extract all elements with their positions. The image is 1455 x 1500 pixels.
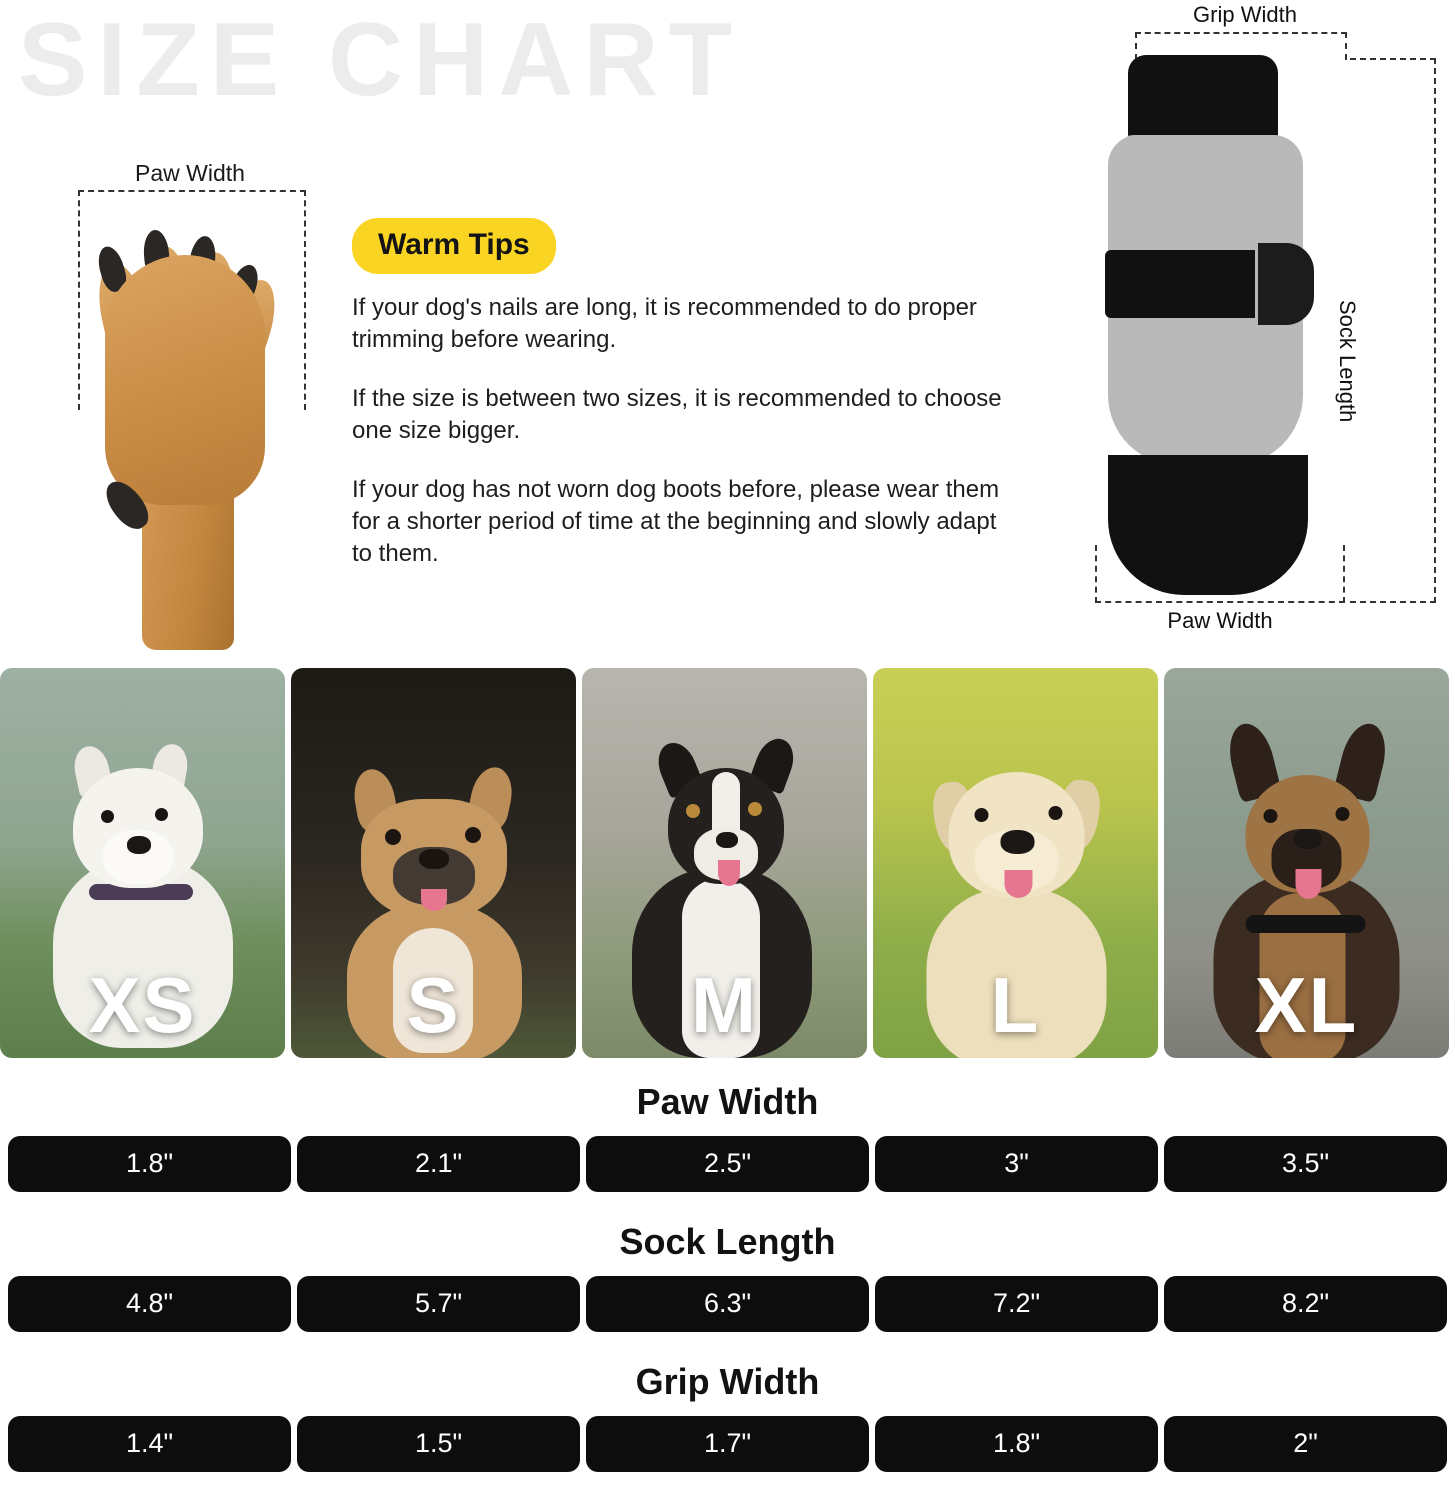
grip-width-value-xl: 2" <box>1164 1416 1447 1472</box>
grip-width-section <box>0 1362 1455 1472</box>
paw-width-section <box>0 1082 1455 1192</box>
size-label-s: S <box>406 961 461 1049</box>
paw-width-heading: Paw Width <box>636 1081 819 1122</box>
dog-paw-image <box>50 200 310 650</box>
paw-width-value-l: 3" <box>875 1136 1158 1192</box>
page-title: SIZE CHART <box>18 2 742 118</box>
dog-nose <box>419 849 449 869</box>
dog-nose <box>1000 830 1034 854</box>
boot-strap-tab <box>1255 243 1314 325</box>
paw-photo-block <box>30 160 330 650</box>
dog-nose <box>127 836 151 854</box>
grip-width-value-l: 1.8" <box>875 1416 1158 1472</box>
sock-length-dimension-bracket <box>1350 58 1436 603</box>
warm-tips-badge: Warm Tips <box>352 218 556 274</box>
warm-tips-block <box>352 218 1032 597</box>
paw-pad <box>105 255 265 505</box>
warm-tip-3: If your dog has not worn dog boots before, please wear them for a shorter period of time at the beginning and slowly adapt to them. <box>352 475 1000 568</box>
grip-width-heading: Grip Width <box>635 1361 820 1402</box>
dog-eye <box>748 802 762 816</box>
dog-eye <box>1263 809 1277 823</box>
size-label-xl: XL <box>1254 961 1359 1049</box>
paw-width-callout-label: Paw Width <box>135 160 245 186</box>
warm-tip-2: If the size is between two sizes, it is recommended to choose one size bigger. <box>352 384 1002 445</box>
grip-width-values <box>0 1416 1455 1472</box>
paw-width-value-m: 2.5" <box>586 1136 869 1192</box>
dog-eye <box>974 808 988 822</box>
size-card-xl[interactable] <box>1164 668 1449 1058</box>
boot-cuff <box>1128 55 1278 140</box>
dog-tongue <box>1295 869 1321 899</box>
size-card-s[interactable] <box>291 668 576 1058</box>
paw-width-values <box>0 1136 1455 1192</box>
grip-width-label: Grip Width <box>1193 2 1297 27</box>
grip-width-value-xs: 1.4" <box>8 1416 291 1472</box>
dog-nose <box>1293 829 1321 849</box>
boot-paw-width-label: Paw Width <box>1167 608 1273 633</box>
warm-tip-1: If your dog's nails are long, it is recommended to do proper trimming before wearing. <box>352 294 977 354</box>
dog-tongue <box>718 860 740 886</box>
sock-length-value-m: 6.3" <box>586 1276 869 1332</box>
sock-length-label: Sock Length <box>1335 300 1360 423</box>
size-photo-row <box>0 668 1455 1058</box>
dog-eye <box>465 827 481 843</box>
dog-eye <box>155 808 168 821</box>
sock-length-value-s: 5.7" <box>297 1276 580 1332</box>
paw-width-value-xl: 3.5" <box>1164 1136 1447 1192</box>
paw-width-value-xs: 1.8" <box>8 1136 291 1192</box>
sock-length-values <box>0 1276 1455 1332</box>
size-label-xs: XS <box>88 961 197 1049</box>
size-label-l: L <box>990 961 1041 1049</box>
dog-eye <box>1335 807 1349 821</box>
size-card-xs[interactable] <box>0 668 285 1058</box>
size-label-m: M <box>691 961 758 1049</box>
grip-width-value-m: 1.7" <box>586 1416 869 1472</box>
paw-width-value-s: 2.1" <box>297 1136 580 1192</box>
size-card-m[interactable] <box>582 668 867 1058</box>
dog-eye <box>686 804 700 818</box>
dog-eye <box>385 829 401 845</box>
dog-tongue <box>421 889 447 911</box>
boot-diagram <box>1060 0 1455 665</box>
dog-eye <box>1048 806 1062 820</box>
sock-length-heading: Sock Length <box>619 1221 836 1262</box>
boot-paw-width-dimension-bracket <box>1095 545 1345 603</box>
sock-length-value-xs: 4.8" <box>8 1276 291 1332</box>
dog-nose <box>716 832 738 848</box>
sock-length-section <box>0 1222 1455 1332</box>
sock-length-value-l: 7.2" <box>875 1276 1158 1332</box>
dog-collar <box>1245 915 1365 933</box>
sock-length-value-xl: 8.2" <box>1164 1276 1447 1332</box>
size-card-l[interactable] <box>873 668 1158 1058</box>
dog-tongue <box>1004 870 1032 898</box>
dog-eye <box>101 810 114 823</box>
grip-width-value-s: 1.5" <box>297 1416 580 1472</box>
dog-boot-illustration <box>1100 55 1340 600</box>
